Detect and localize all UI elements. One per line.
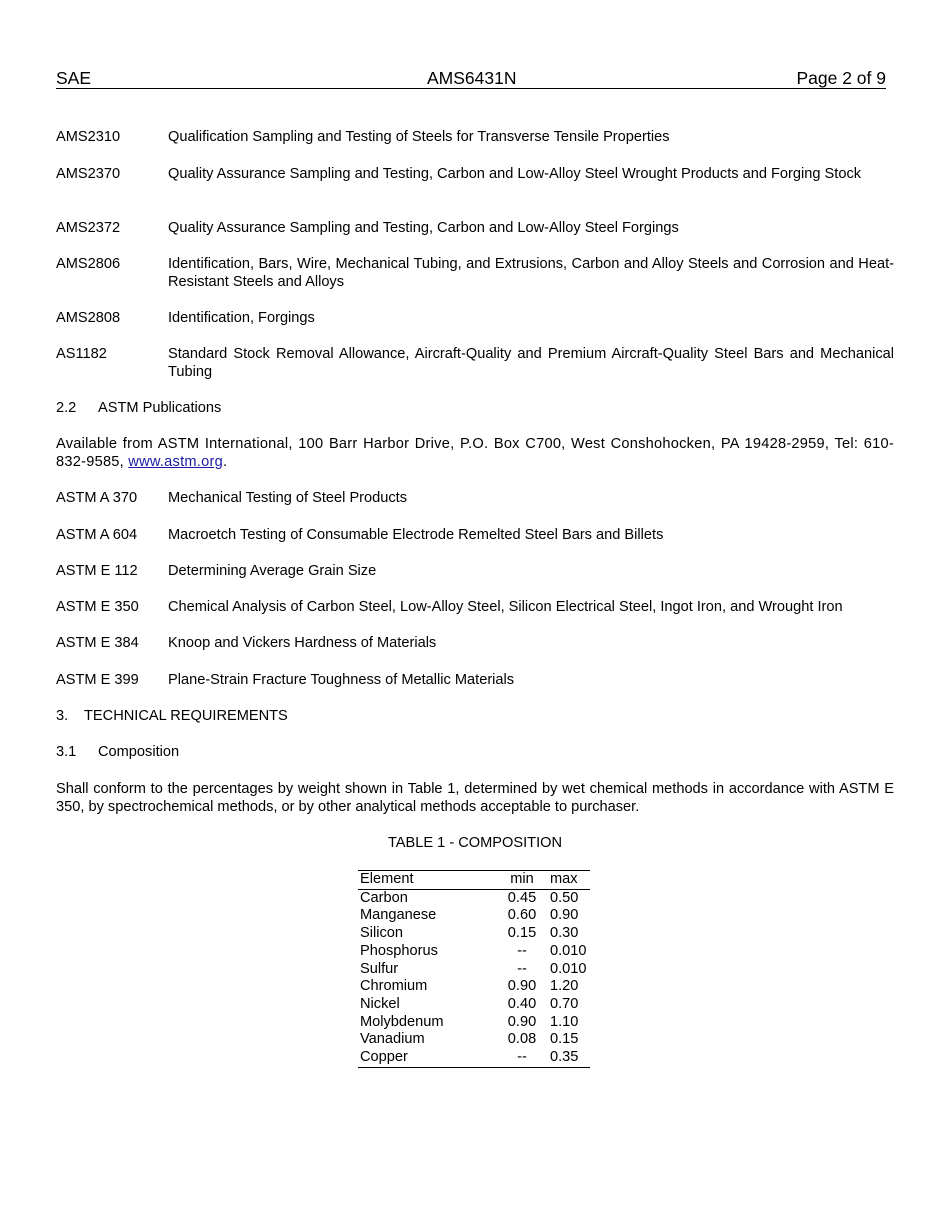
min-cell: 0.08 [507, 1031, 537, 1048]
section-heading-2-2 [56, 400, 221, 418]
section-number: 2.2 [56, 400, 77, 416]
max-cell: 1.10 [550, 1013, 579, 1030]
reference-ams2372 [56, 220, 894, 238]
max-cell: 0.50 [550, 889, 579, 906]
reference-title: Quality Assurance Sampling and Testing, Carbon and Low-Alloy Steel Forgings [168, 220, 679, 236]
max-cell: 0.90 [550, 907, 579, 924]
table-row [358, 961, 590, 979]
element-cell: Vanadium [360, 1031, 425, 1048]
table-row [358, 996, 590, 1014]
element-cell: Copper [358, 1049, 500, 1067]
reference-code: ASTM A 604 [56, 527, 138, 543]
reference-ams2310 [56, 129, 894, 147]
reference-code: AMS2310 [56, 129, 121, 145]
reference-code: ASTM E 384 [56, 635, 139, 651]
reference-astm-e399 [56, 672, 894, 690]
section-title: TECHNICAL REQUIREMENTS [84, 708, 288, 724]
composition-table [358, 870, 590, 1068]
reference-title: Standard Stock Removal Allowance, Aircraft-Quality and Premium Aircraft-Quality Steel Bars and Mechanical Tubing [168, 346, 894, 380]
astm-availability-paragraph [56, 436, 894, 471]
reference-ams2370 [56, 166, 894, 184]
reference-code: ASTM E 112 [56, 563, 138, 579]
table-row [358, 978, 590, 996]
element-cell: Chromium [360, 978, 428, 995]
max-cell: 0.010 [550, 942, 587, 959]
reference-as1182 [56, 346, 894, 381]
column-header-min: min [500, 871, 544, 890]
reference-code: AMS2372 [56, 220, 121, 236]
max-cell: 0.15 [550, 1031, 579, 1048]
section-heading-3 [56, 708, 288, 726]
min-cell: 0.45 [507, 889, 537, 906]
reference-title: Knoop and Vickers Hardness of Materials [168, 635, 437, 651]
section-number: 3.1 [56, 744, 77, 760]
reference-code: ASTM A 370 [56, 490, 138, 506]
table-row [358, 889, 590, 907]
table-row [358, 1049, 590, 1067]
reference-astm-a604 [56, 527, 894, 545]
element-cell: Nickel [360, 995, 400, 1012]
max-cell: 0.30 [550, 925, 579, 942]
section-title: ASTM Publications [98, 400, 222, 416]
element-cell: Phosphorus [360, 942, 438, 959]
table-caption: TABLE 1 - COMPOSITION [387, 835, 563, 851]
availability-text: Available from ASTM International, 100 Barr Harbor Drive, P.O. Box C700, West Conshohocken, PA 19428-2959, Tel: 610-832-9585, [56, 436, 894, 470]
reference-title: Quality Assurance Sampling and Testing, Carbon and Low-Alloy Steel Wrought Products and Forging Stock [168, 166, 862, 182]
reference-astm-a370 [56, 490, 894, 508]
reference-code: AS1182 [56, 346, 107, 362]
reference-title: Identification, Forgings [168, 310, 315, 326]
reference-title: Chemical Analysis of Carbon Steel, Low-Alloy Steel, Silicon Electrical Steel, Ingot Iron, and Wrought Iron [168, 599, 843, 615]
reference-code: AMS2370 [56, 166, 121, 182]
table-row [358, 1031, 590, 1049]
min-cell: 0.40 [507, 995, 537, 1012]
max-cell: 1.20 [550, 978, 579, 995]
table-row [358, 907, 590, 925]
reference-code: ASTM E 350 [56, 599, 139, 615]
element-cell: Manganese [360, 907, 437, 924]
reference-astm-e350 [56, 599, 894, 617]
table-row [358, 943, 590, 961]
section-heading-3-1 [56, 744, 179, 762]
reference-code: ASTM E 399 [56, 672, 139, 688]
min-cell: -- [517, 942, 527, 959]
element-cell: Silicon [360, 925, 403, 942]
min-cell: 0.60 [507, 907, 537, 924]
reference-title: Macroetch Testing of Consumable Electrode Remelted Steel Bars and Billets [168, 527, 664, 543]
section-number: 3. [56, 708, 69, 724]
reference-title: Qualification Sampling and Testing of Steels for Transverse Tensile Properties [168, 129, 670, 145]
header-organization: SAE [56, 68, 92, 88]
reference-astm-e384 [56, 635, 894, 653]
table-row [358, 1014, 590, 1032]
reference-ams2808 [56, 310, 894, 328]
table-row [358, 925, 590, 943]
reference-astm-e112 [56, 563, 894, 581]
min-cell: -- [500, 1049, 544, 1067]
reference-title: Plane-Strain Fracture Toughness of Metallic Materials [168, 672, 515, 688]
max-cell: 0.70 [550, 995, 579, 1012]
astm-website-link[interactable]: www.astm.org [128, 453, 223, 470]
min-cell: 0.90 [507, 978, 537, 995]
element-cell: Sulfur [360, 960, 399, 977]
availability-period: . [222, 453, 228, 470]
column-header-max: max [544, 871, 590, 890]
max-cell: 0.35 [544, 1049, 590, 1067]
column-header-element: Element [358, 871, 500, 890]
element-cell: Carbon [360, 889, 408, 906]
min-cell: -- [517, 960, 527, 977]
reference-code: AMS2806 [56, 256, 121, 272]
header-page-number: Page 2 of 9 [796, 68, 886, 88]
reference-ams2806 [56, 256, 894, 291]
reference-title: Determining Average Grain Size [168, 563, 377, 579]
composition-paragraph: Shall conform to the percentages by weight shown in Table 1, determined by wet chemical methods in accordance with ASTM E 350, by spectrochemical methods, or by other analytical methods acceptable to purchaser. [56, 781, 894, 815]
header-document-number: AMS6431N [427, 68, 517, 88]
page-header [56, 68, 886, 89]
max-cell: 0.010 [550, 960, 587, 977]
section-title: Composition [98, 744, 180, 760]
reference-title: Mechanical Testing of Steel Products [168, 490, 408, 506]
min-cell: 0.15 [507, 925, 537, 942]
min-cell: 0.90 [507, 1013, 537, 1030]
element-cell: Molybdenum [360, 1013, 444, 1030]
reference-title: Identification, Bars, Wire, Mechanical Tubing, and Extrusions, Carbon and Alloy Steels and Corrosion and Heat-Resistant Steels and Alloys [168, 256, 894, 290]
table-header-row [358, 871, 590, 890]
reference-code: AMS2808 [56, 310, 121, 326]
